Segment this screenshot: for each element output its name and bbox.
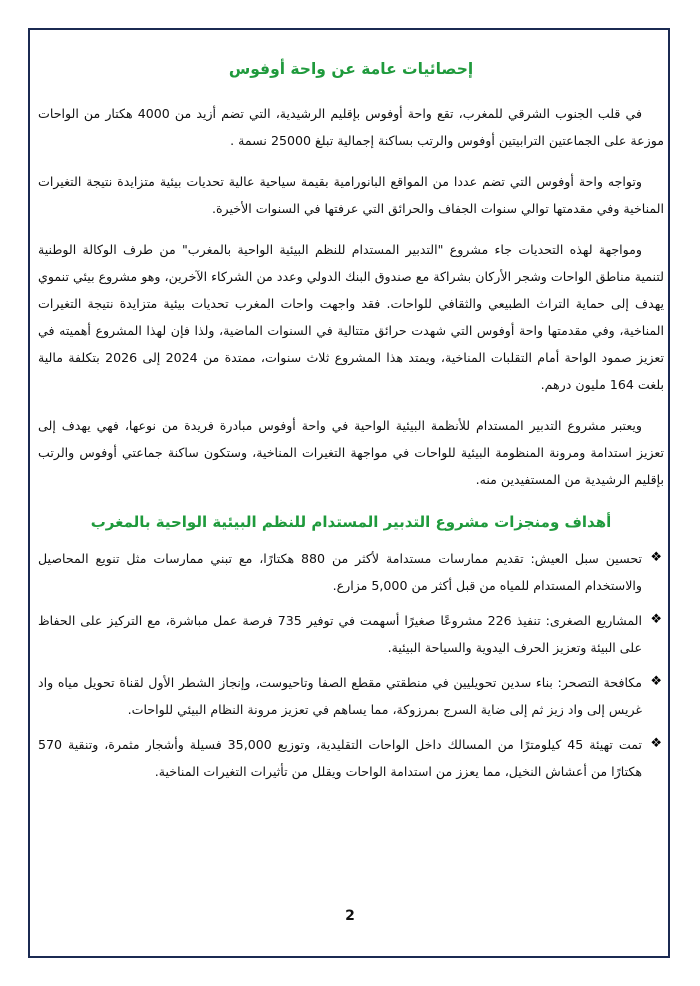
section-heading: أهداف ومنجزات مشروع التدبير المستدام للنظم البيئية الواحية بالمغرب xyxy=(90,513,612,531)
document-body xyxy=(38,58,664,793)
list-item-text: المشاريع الصغرى: تنفيذ 226 مشروعًا صغيرًا أسهمت في توفير 735 فرصة عمل مباشرة، مع التركيز على الحفاظ على البيئة وتعزيز الحرف اليدوية والسياحة البيئية. xyxy=(38,613,642,655)
objectives-list xyxy=(38,545,664,785)
diamond-bullet-icon: ❖ xyxy=(650,674,662,689)
paragraph-project: ومواجهة لهذه التحديات جاء مشروع "التدبير المستدام للنظم البيئية الواحية بالمغرب" من طرف الوكالة الوطنية لتنمية مناطق الواحات وشجر الأركان بشراكة مع صندوق البنك الدولي وعدد من الشركاء الآخرين، وهو مشروع بيئي تنموي يهدف إلى حماية التراث الطبيعي والثقافي للواحات. فقد واجهت واحات المغرب تحديات بيئية متزايدة نتيجة التغيرات المناخية، وفي مقدمتها واحة أوفوس التي شهدت حرائق متتالية في السنوات الماضية، ولذا فإن لهذا المشروع أهميته في تعزيز صمود الواحة أمام التقلبات المناخية، ويمتد هذا المشروع ثلاث سنوات، ممتدة من 2024 إلى 2026 بتكلفة مالية بلغت 164 مليون درهم. xyxy=(38,242,665,392)
list-item xyxy=(38,545,664,599)
page-title: إحصائيات عامة عن واحة أوفوس xyxy=(228,60,474,78)
list-item-text: تمت تهيئة 45 كيلومترًا من المسالك داخل الواحات التقليدية، وتوزيع 35,000 فسيلة وأشجار مثمرة، وتنقية 570 هكتارًا من أعشاش النخيل، مما يعزز من استدامة الواحات ويقلل من تأثيرات التغيرات المناخية. xyxy=(38,737,642,779)
diamond-bullet-icon: ❖ xyxy=(650,612,662,627)
list-item xyxy=(38,607,664,661)
list-item xyxy=(38,731,664,785)
diamond-bullet-icon: ❖ xyxy=(650,550,662,565)
list-item xyxy=(38,669,664,723)
paragraph-intro: في قلب الجنوب الشرقي للمغرب، تقع واحة أوفوس بإقليم الرشيدية، التي تضم أزيد من 4000 هكتار من الواحات موزعة على الجماعتين الترابيتين أوفوس والرتب بساكنة إجمالية تبلغ 25000 نسمة . xyxy=(38,106,664,148)
list-item-text: مكافحة التصحر: بناء سدين تحويليين في منطقتي مقطع الصفا وتاحيوست، وإنجاز الشطر الأول لقناة تحويل مياه واد غريس إلى واد زيز ثم إلى ضاية السرج بمرزوكة، مما يساهم في تعزيز مرونة النظام البيئي للواحات. xyxy=(38,675,642,717)
page-number: 2 xyxy=(345,908,355,924)
paragraph-challenges: وتواجه واحة أوفوس التي تضم عددا من المواقع البانورامية بقيمة سياحية عالية تحديات بيئية متزايدة نتيجة التغيرات المناخية وفي مقدمتها توالي سنوات الجفاف والحرائق التي عرفتها في السنوات الأخيرة. xyxy=(38,174,664,216)
diamond-bullet-icon: ❖ xyxy=(650,736,662,751)
paragraph-initiative: ويعتبر مشروع التدبير المستدام للأنظمة البيئية الواحية في واحة أوفوس مبادرة فريدة من نوعها، فهي يهدف إلى تعزيز استدامة ومرونة المنظومة البيئية للواحات في مواجهة التغيرات المناخية، وستكون ساكنة جماعتي أوفوس والرتب بإقليم الرشيدية من المستفيدين منه. xyxy=(38,418,664,487)
list-item-text: تحسين سبل العيش: تقديم ممارسات مستدامة لأكثر من 880 هكتارًا، مع تبني ممارسات مثل تنويع المحاصيل والاستخدام المستدام للمياه من قبل أكثر من 5,000 مزارع. xyxy=(38,551,642,593)
